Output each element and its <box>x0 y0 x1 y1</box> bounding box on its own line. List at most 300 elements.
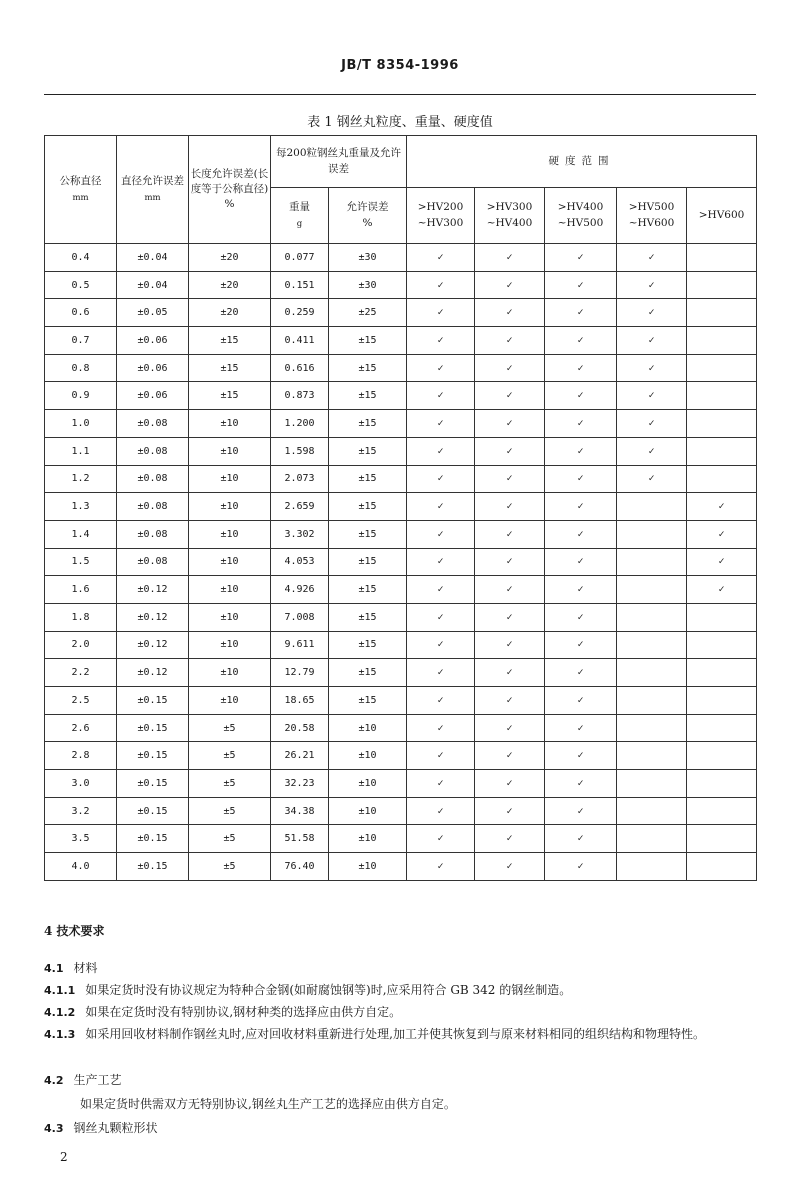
cell-diameter: 3.0 <box>45 770 117 798</box>
section-number: 4.1.1 <box>44 984 76 997</box>
table-row <box>45 520 757 548</box>
cell-weight: 9.611 <box>271 631 329 659</box>
cell-hardness-2 <box>475 437 545 465</box>
cell-diameter-tolerance: ±0.15 <box>117 797 189 825</box>
cell-hardness-5 <box>687 603 757 631</box>
cell-diameter-tolerance: ±0.15 <box>117 770 189 798</box>
cell-hardness-4 <box>617 410 687 438</box>
cell-length-tolerance: ±5 <box>189 853 271 881</box>
cell-length-tolerance: ±10 <box>189 410 271 438</box>
section-heading: 钢丝丸颗粒形状 <box>73 1121 158 1135</box>
cell-hardness-1 <box>407 631 475 659</box>
check-mark-icon: ✓ <box>506 611 513 623</box>
cell-hardness-2 <box>475 576 545 604</box>
cell-diameter: 3.5 <box>45 825 117 853</box>
cell-hardness-4 <box>617 437 687 465</box>
cell-diameter-tolerance: ±0.06 <box>117 382 189 410</box>
check-mark-icon: ✓ <box>437 639 444 651</box>
check-mark-icon: ✓ <box>577 833 584 845</box>
cell-length-tolerance: ±10 <box>189 548 271 576</box>
header-rule <box>44 94 756 95</box>
length-label: 长度允许误差(长度等于公称直径) <box>190 167 269 195</box>
cell-hardness-2 <box>475 603 545 631</box>
cell-hardness-1 <box>407 659 475 687</box>
cell-hardness-2 <box>475 327 545 355</box>
col-header-hv300: >HV300 ~HV400 <box>475 188 545 244</box>
cell-hardness-2 <box>475 244 545 272</box>
cell-weight: 12.79 <box>271 659 329 687</box>
cell-diameter: 0.4 <box>45 244 117 272</box>
cell-hardness-5 <box>687 327 757 355</box>
section-4-1-2 <box>44 1002 756 1023</box>
check-mark-icon: ✓ <box>577 334 584 346</box>
cell-diameter: 1.8 <box>45 603 117 631</box>
cell-weight-tolerance: ±10 <box>329 770 407 798</box>
cell-hardness-5 <box>687 548 757 576</box>
cell-diameter-tolerance: ±0.08 <box>117 410 189 438</box>
cell-hardness-2 <box>475 548 545 576</box>
cell-hardness-3 <box>545 548 617 576</box>
cell-weight-tolerance: ±15 <box>329 354 407 382</box>
cell-diameter-tolerance: ±0.08 <box>117 437 189 465</box>
check-mark-icon: ✓ <box>648 473 655 485</box>
cell-hardness-4 <box>617 327 687 355</box>
check-mark-icon: ✓ <box>577 694 584 706</box>
steel-shot-table <box>44 135 757 881</box>
cell-hardness-2 <box>475 825 545 853</box>
check-mark-icon: ✓ <box>506 777 513 789</box>
cell-hardness-5 <box>687 576 757 604</box>
cell-length-tolerance: ±10 <box>189 465 271 493</box>
col-header-hardness-group: 硬度范围 <box>407 136 757 188</box>
check-mark-icon: ✓ <box>577 528 584 540</box>
cell-hardness-2 <box>475 410 545 438</box>
cell-hardness-3 <box>545 742 617 770</box>
cell-hardness-3 <box>545 493 617 521</box>
check-mark-icon: ✓ <box>506 445 513 457</box>
section-4-title: 4 技术要求 <box>44 924 105 938</box>
cell-diameter: 1.1 <box>45 437 117 465</box>
check-mark-icon: ✓ <box>506 528 513 540</box>
cell-hardness-4 <box>617 465 687 493</box>
check-mark-icon: ✓ <box>506 307 513 319</box>
cell-hardness-3 <box>545 244 617 272</box>
check-mark-icon: ✓ <box>577 805 584 817</box>
cell-length-tolerance: ±10 <box>189 437 271 465</box>
cell-weight: 0.151 <box>271 271 329 299</box>
table-row <box>45 797 757 825</box>
cell-hardness-5 <box>687 631 757 659</box>
cell-hardness-1 <box>407 327 475 355</box>
check-mark-icon: ✓ <box>506 750 513 762</box>
check-mark-icon: ✓ <box>577 417 584 429</box>
check-mark-icon: ✓ <box>718 501 725 513</box>
paragraph-text: 如果定货时没有协议规定为特种合金钢(如耐腐蚀钢等)时,应采用符合 GB 342 的钢丝制造。 <box>85 983 572 997</box>
table-row <box>45 271 757 299</box>
cell-hardness-2 <box>475 742 545 770</box>
cell-diameter-tolerance: ±0.04 <box>117 271 189 299</box>
cell-hardness-5 <box>687 853 757 881</box>
cell-hardness-5 <box>687 742 757 770</box>
check-mark-icon: ✓ <box>437 528 444 540</box>
cell-length-tolerance: ±10 <box>189 520 271 548</box>
cell-diameter-tolerance: ±0.15 <box>117 853 189 881</box>
check-mark-icon: ✓ <box>577 251 584 263</box>
cell-weight: 4.053 <box>271 548 329 576</box>
check-mark-icon: ✓ <box>437 860 444 872</box>
col-header-length <box>189 136 271 244</box>
cell-hardness-4 <box>617 714 687 742</box>
table-row <box>45 742 757 770</box>
tolerance-label: 直径允许误差 <box>121 175 184 188</box>
diameter-unit: mm <box>72 192 89 203</box>
cell-hardness-3 <box>545 853 617 881</box>
table-row <box>45 244 757 272</box>
cell-diameter: 1.0 <box>45 410 117 438</box>
check-mark-icon: ✓ <box>577 667 584 679</box>
weight-unit: g <box>296 218 303 229</box>
diameter-label: 公称直径 <box>59 175 102 188</box>
cell-diameter: 4.0 <box>45 853 117 881</box>
cell-weight: 26.21 <box>271 742 329 770</box>
cell-weight: 0.259 <box>271 299 329 327</box>
cell-weight: 34.38 <box>271 797 329 825</box>
cell-weight: 0.411 <box>271 327 329 355</box>
table-row <box>45 687 757 715</box>
check-mark-icon: ✓ <box>437 611 444 623</box>
section-number: 4.1.2 <box>44 1006 76 1019</box>
cell-hardness-5 <box>687 659 757 687</box>
cell-hardness-3 <box>545 603 617 631</box>
table-row <box>45 576 757 604</box>
cell-diameter: 0.8 <box>45 354 117 382</box>
col-header-weight-tol <box>329 188 407 244</box>
cell-length-tolerance: ±10 <box>189 687 271 715</box>
cell-hardness-4 <box>617 742 687 770</box>
cell-hardness-1 <box>407 382 475 410</box>
cell-hardness-3 <box>545 382 617 410</box>
check-mark-icon: ✓ <box>506 667 513 679</box>
cell-hardness-2 <box>475 271 545 299</box>
check-mark-icon: ✓ <box>437 750 444 762</box>
cell-hardness-3 <box>545 825 617 853</box>
cell-diameter-tolerance: ±0.12 <box>117 576 189 604</box>
cell-diameter: 0.7 <box>45 327 117 355</box>
cell-hardness-4 <box>617 631 687 659</box>
cell-hardness-2 <box>475 853 545 881</box>
cell-hardness-1 <box>407 853 475 881</box>
col-header-diameter <box>45 136 117 244</box>
section-4-1-3 <box>44 1024 756 1045</box>
section-number: 4.1 <box>44 962 64 975</box>
cell-hardness-1 <box>407 742 475 770</box>
cell-weight: 76.40 <box>271 853 329 881</box>
section-number: 4.3 <box>44 1122 64 1135</box>
cell-hardness-4 <box>617 244 687 272</box>
cell-weight-tolerance: ±15 <box>329 493 407 521</box>
cell-hardness-2 <box>475 493 545 521</box>
cell-hardness-1 <box>407 770 475 798</box>
cell-hardness-3 <box>545 271 617 299</box>
cell-hardness-5 <box>687 437 757 465</box>
cell-weight-tolerance: ±15 <box>329 520 407 548</box>
check-mark-icon: ✓ <box>577 639 584 651</box>
cell-hardness-2 <box>475 465 545 493</box>
cell-diameter: 0.9 <box>45 382 117 410</box>
cell-hardness-4 <box>617 853 687 881</box>
cell-diameter: 1.3 <box>45 493 117 521</box>
cell-diameter: 2.2 <box>45 659 117 687</box>
check-mark-icon: ✓ <box>577 750 584 762</box>
cell-weight-tolerance: ±15 <box>329 659 407 687</box>
cell-hardness-2 <box>475 520 545 548</box>
check-mark-icon: ✓ <box>437 334 444 346</box>
section-heading: 生产工艺 <box>73 1073 122 1087</box>
cell-hardness-1 <box>407 797 475 825</box>
col-header-hv400: >HV400 ~HV500 <box>545 188 617 244</box>
cell-hardness-1 <box>407 687 475 715</box>
cell-hardness-1 <box>407 244 475 272</box>
cell-weight: 51.58 <box>271 825 329 853</box>
cell-diameter-tolerance: ±0.15 <box>117 825 189 853</box>
cell-weight-tolerance: ±15 <box>329 576 407 604</box>
cell-hardness-5 <box>687 410 757 438</box>
cell-diameter-tolerance: ±0.12 <box>117 659 189 687</box>
check-mark-icon: ✓ <box>437 722 444 734</box>
cell-weight-tolerance: ±10 <box>329 742 407 770</box>
check-mark-icon: ✓ <box>648 445 655 457</box>
cell-diameter: 1.2 <box>45 465 117 493</box>
cell-hardness-4 <box>617 659 687 687</box>
cell-weight: 0.077 <box>271 244 329 272</box>
cell-weight: 0.616 <box>271 354 329 382</box>
cell-hardness-4 <box>617 770 687 798</box>
check-mark-icon: ✓ <box>577 860 584 872</box>
check-mark-icon: ✓ <box>648 362 655 374</box>
cell-hardness-2 <box>475 714 545 742</box>
cell-hardness-1 <box>407 299 475 327</box>
table-row <box>45 714 757 742</box>
cell-hardness-1 <box>407 603 475 631</box>
cell-hardness-2 <box>475 797 545 825</box>
cell-length-tolerance: ±5 <box>189 770 271 798</box>
table-row <box>45 493 757 521</box>
cell-hardness-3 <box>545 299 617 327</box>
table-row <box>45 853 757 881</box>
cell-length-tolerance: ±10 <box>189 631 271 659</box>
cell-weight-tolerance: ±15 <box>329 548 407 576</box>
check-mark-icon: ✓ <box>506 805 513 817</box>
table-row <box>45 382 757 410</box>
cell-hardness-4 <box>617 603 687 631</box>
table-row <box>45 437 757 465</box>
cell-length-tolerance: ±5 <box>189 714 271 742</box>
col-header-tolerance <box>117 136 189 244</box>
cell-length-tolerance: ±20 <box>189 244 271 272</box>
cell-diameter: 3.2 <box>45 797 117 825</box>
paragraph-text: 如果在定货时没有特别协议,钢材种类的选择应由供方自定。 <box>85 1005 402 1019</box>
cell-hardness-5 <box>687 687 757 715</box>
check-mark-icon: ✓ <box>506 251 513 263</box>
cell-hardness-1 <box>407 548 475 576</box>
tolerance-unit: mm <box>144 192 161 203</box>
section-4-1-1 <box>44 980 756 1001</box>
cell-hardness-5 <box>687 825 757 853</box>
cell-hardness-4 <box>617 382 687 410</box>
cell-hardness-1 <box>407 410 475 438</box>
cell-length-tolerance: ±5 <box>189 797 271 825</box>
cell-diameter: 2.5 <box>45 687 117 715</box>
cell-hardness-3 <box>545 437 617 465</box>
cell-diameter-tolerance: ±0.15 <box>117 687 189 715</box>
table-row <box>45 659 757 687</box>
cell-hardness-5 <box>687 714 757 742</box>
cell-hardness-4 <box>617 687 687 715</box>
check-mark-icon: ✓ <box>437 501 444 513</box>
col-header-weight <box>271 188 329 244</box>
cell-hardness-3 <box>545 631 617 659</box>
cell-hardness-5 <box>687 382 757 410</box>
check-mark-icon: ✓ <box>577 473 584 485</box>
check-mark-icon: ✓ <box>506 556 513 568</box>
check-mark-icon: ✓ <box>506 501 513 513</box>
cell-hardness-5 <box>687 354 757 382</box>
cell-weight-tolerance: ±15 <box>329 327 407 355</box>
cell-hardness-5 <box>687 493 757 521</box>
check-mark-icon: ✓ <box>506 473 513 485</box>
check-mark-icon: ✓ <box>506 417 513 429</box>
check-mark-icon: ✓ <box>437 473 444 485</box>
cell-weight-tolerance: ±15 <box>329 465 407 493</box>
cell-length-tolerance: ±10 <box>189 576 271 604</box>
cell-weight: 7.008 <box>271 603 329 631</box>
cell-weight: 1.598 <box>271 437 329 465</box>
cell-diameter-tolerance: ±0.06 <box>117 327 189 355</box>
cell-hardness-3 <box>545 687 617 715</box>
col-header-hv200: >HV200 ~HV300 <box>407 188 475 244</box>
check-mark-icon: ✓ <box>577 390 584 402</box>
weight-label: 重量 <box>289 201 310 214</box>
cell-weight-tolerance: ±15 <box>329 603 407 631</box>
cell-length-tolerance: ±15 <box>189 354 271 382</box>
cell-hardness-2 <box>475 659 545 687</box>
cell-hardness-2 <box>475 382 545 410</box>
cell-diameter-tolerance: ±0.06 <box>117 354 189 382</box>
check-mark-icon: ✓ <box>577 556 584 568</box>
check-mark-icon: ✓ <box>437 251 444 263</box>
cell-length-tolerance: ±5 <box>189 825 271 853</box>
cell-weight: 0.873 <box>271 382 329 410</box>
cell-diameter-tolerance: ±0.12 <box>117 603 189 631</box>
check-mark-icon: ✓ <box>506 279 513 291</box>
cell-diameter-tolerance: ±0.08 <box>117 465 189 493</box>
cell-hardness-2 <box>475 687 545 715</box>
check-mark-icon: ✓ <box>506 390 513 402</box>
cell-weight-tolerance: ±30 <box>329 244 407 272</box>
cell-diameter: 1.4 <box>45 520 117 548</box>
check-mark-icon: ✓ <box>577 362 584 374</box>
check-mark-icon: ✓ <box>437 556 444 568</box>
cell-hardness-3 <box>545 520 617 548</box>
table-caption: 表 1 钢丝丸粒度、重量、硬度值 <box>307 115 493 130</box>
cell-diameter-tolerance: ±0.08 <box>117 493 189 521</box>
cell-length-tolerance: ±15 <box>189 382 271 410</box>
cell-weight-tolerance: ±10 <box>329 853 407 881</box>
section-4-2-text: 如果定货时供需双方无特别协议,钢丝丸生产工艺的选择应由供方自定。 <box>80 1097 456 1111</box>
cell-weight-tolerance: ±30 <box>329 271 407 299</box>
table-row <box>45 603 757 631</box>
section-4-2 <box>44 1070 756 1091</box>
check-mark-icon: ✓ <box>437 805 444 817</box>
cell-hardness-5 <box>687 770 757 798</box>
check-mark-icon: ✓ <box>648 279 655 291</box>
cell-diameter: 2.8 <box>45 742 117 770</box>
cell-weight: 4.926 <box>271 576 329 604</box>
cell-hardness-4 <box>617 354 687 382</box>
table-body <box>45 244 757 881</box>
paragraph-text: 如采用回收材料制作钢丝丸时,应对回收材料重新进行处理,加工并使其恢复到与原来材料相同的组织结构和物理特性。 <box>85 1027 705 1041</box>
cell-length-tolerance: ±15 <box>189 327 271 355</box>
table-row <box>45 548 757 576</box>
cell-diameter: 2.0 <box>45 631 117 659</box>
cell-hardness-5 <box>687 299 757 327</box>
cell-hardness-1 <box>407 493 475 521</box>
cell-hardness-3 <box>545 354 617 382</box>
cell-hardness-1 <box>407 825 475 853</box>
check-mark-icon: ✓ <box>506 694 513 706</box>
check-mark-icon: ✓ <box>577 307 584 319</box>
check-mark-icon: ✓ <box>577 501 584 513</box>
cell-hardness-4 <box>617 797 687 825</box>
check-mark-icon: ✓ <box>437 279 444 291</box>
page-number: 2 <box>60 1150 68 1164</box>
check-mark-icon: ✓ <box>648 417 655 429</box>
cell-diameter-tolerance: ±0.15 <box>117 714 189 742</box>
cell-diameter: 1.5 <box>45 548 117 576</box>
check-mark-icon: ✓ <box>577 584 584 596</box>
cell-length-tolerance: ±10 <box>189 603 271 631</box>
cell-hardness-3 <box>545 770 617 798</box>
col-header-hv600: >HV600 <box>687 188 757 244</box>
cell-weight-tolerance: ±15 <box>329 437 407 465</box>
cell-weight-tolerance: ±25 <box>329 299 407 327</box>
cell-diameter: 1.6 <box>45 576 117 604</box>
cell-diameter: 0.5 <box>45 271 117 299</box>
cell-weight: 1.200 <box>271 410 329 438</box>
cell-weight: 32.23 <box>271 770 329 798</box>
cell-diameter: 2.6 <box>45 714 117 742</box>
section-number: 4.2 <box>44 1074 64 1087</box>
check-mark-icon: ✓ <box>718 556 725 568</box>
check-mark-icon: ✓ <box>577 611 584 623</box>
check-mark-icon: ✓ <box>506 833 513 845</box>
check-mark-icon: ✓ <box>577 777 584 789</box>
cell-weight-tolerance: ±15 <box>329 410 407 438</box>
cell-hardness-2 <box>475 770 545 798</box>
cell-length-tolerance: ±20 <box>189 271 271 299</box>
check-mark-icon: ✓ <box>437 584 444 596</box>
table-row <box>45 410 757 438</box>
cell-hardness-5 <box>687 271 757 299</box>
table-row <box>45 354 757 382</box>
cell-hardness-2 <box>475 299 545 327</box>
check-mark-icon: ✓ <box>718 528 725 540</box>
col-header-hv500: >HV500 ~HV600 <box>617 188 687 244</box>
cell-length-tolerance: ±5 <box>189 742 271 770</box>
cell-hardness-3 <box>545 327 617 355</box>
cell-diameter-tolerance: ±0.08 <box>117 548 189 576</box>
table-row <box>45 631 757 659</box>
